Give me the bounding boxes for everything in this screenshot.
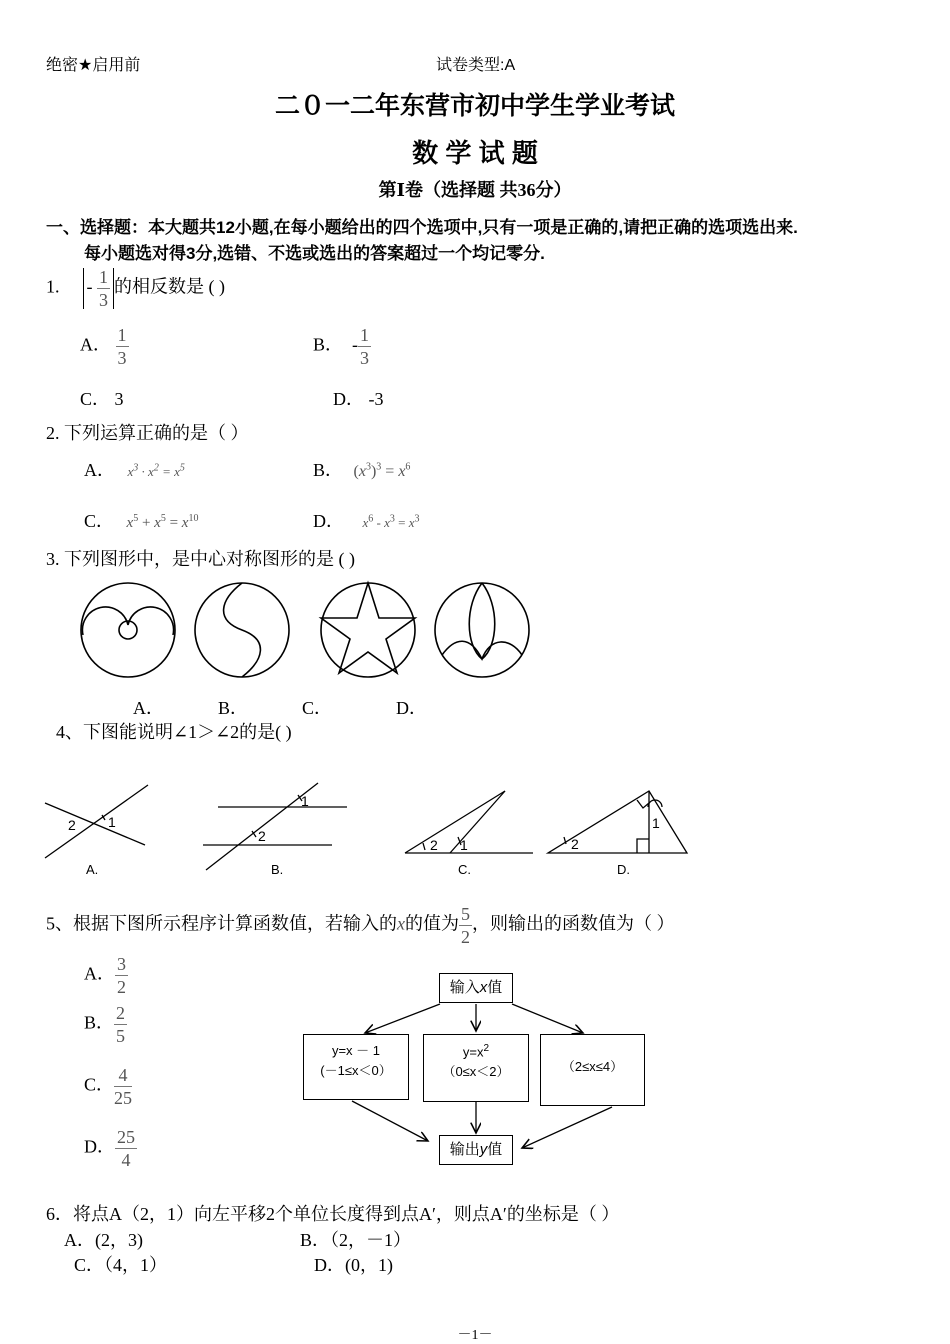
- q3-figure-c: [321, 583, 415, 677]
- question-1: [46, 268, 225, 309]
- section-title: 第Ⅰ卷（选择题 共36分）: [378, 180, 572, 200]
- instructions-line2: 每小题选对得3分,选错、不选或选出的答案超过一个均记零分.: [84, 244, 545, 263]
- q2-option-c[interactable]: C． $x^5 + x^5 = x^{10}$: [84, 511, 199, 531]
- q3-label-c[interactable]: C．: [302, 698, 333, 718]
- svg-text:2: 2: [571, 836, 579, 852]
- q1-stem-suffix: 的相反数是 ( ): [114, 276, 225, 297]
- q5-option-a[interactable]: A． $\frac{3}{2}$: [84, 954, 126, 997]
- q1-option-a[interactable]: A． $\frac{1}{3}$: [80, 325, 127, 368]
- q4-label-d[interactable]: D.: [617, 862, 630, 877]
- q2-option-d[interactable]: D． $x^6 - x^3 = x^3$: [313, 511, 420, 531]
- q4-figures: [40, 775, 700, 885]
- question-3: 3. 下列图形中，是中心对称图形的是 ( ): [46, 549, 355, 569]
- header-left: 绝密★启用前: [46, 57, 141, 74]
- flow-box-2: $y=x^2$ （0≤x＜2）: [423, 1034, 529, 1102]
- svg-text:1: 1: [652, 815, 660, 831]
- q5-option-d[interactable]: D． $\frac{25}{4}$: [84, 1127, 135, 1170]
- svg-text:2: 2: [430, 837, 438, 853]
- q1-number: 1.: [46, 276, 60, 297]
- flow-box-1: y=x － 1 (－1≤x＜0）: [303, 1034, 409, 1100]
- question-5: 5、根据下图所示程序计算函数值，若输入的x的值为 $\frac{5}{2}$ ，则输出的函数值为（ ）: [46, 904, 675, 947]
- svg-text:1: 1: [108, 814, 116, 830]
- q6-option-d[interactable]: D．(0，1): [314, 1255, 393, 1275]
- flow-output-box: 输出y值: [439, 1135, 513, 1165]
- svg-text:1: 1: [301, 793, 309, 809]
- q3-label-b[interactable]: B．: [218, 698, 249, 718]
- q4-label-a[interactable]: A.: [86, 862, 99, 877]
- q3-label-a[interactable]: A．: [133, 698, 164, 718]
- q6-option-c[interactable]: C．（4，1）: [74, 1255, 168, 1275]
- q3-figure-d: [435, 583, 529, 677]
- question-2: 2. 下列运算正确的是（ ）: [46, 423, 249, 443]
- q4-label-c[interactable]: C.: [458, 862, 471, 877]
- instructions-line1: 一、选择题：本大题共12小题,在每小题给出的四个选项中,只有一项是正确的,请把正确的选项选出来.: [46, 218, 798, 237]
- svg-text:2: 2: [258, 828, 266, 844]
- q3-figure-b: [195, 583, 289, 677]
- q4-label-b[interactable]: B.: [271, 862, 284, 877]
- question-6: 6．将点A（2，1）向左平移2个单位长度得到点A′，则点A′的坐标是（ ）: [46, 1204, 620, 1224]
- q3-figure-a: [81, 583, 175, 677]
- svg-text:2: 2: [68, 817, 76, 833]
- flow-input-box: 输入x值: [439, 973, 513, 1003]
- q1-option-c[interactable]: C． 3: [80, 389, 124, 409]
- q6-option-b[interactable]: B．（2，－1）: [300, 1230, 412, 1250]
- q6-option-a[interactable]: A．(2，3): [64, 1230, 143, 1250]
- page-number: －1－: [457, 1328, 493, 1343]
- q1-absolute-value: - $\frac{1}{3}$: [83, 268, 115, 309]
- page-title: 二０一二年东营市初中学生学业考试: [274, 92, 675, 120]
- flow-box-3: （2≤x≤4）: [540, 1034, 645, 1106]
- question-4: 4、下图能说明∠1＞∠2的是( ): [56, 722, 292, 742]
- q2-option-b[interactable]: B． $(x^3)^3 = x^6$: [313, 460, 411, 480]
- header-center: 试卷类型:A: [436, 57, 516, 74]
- svg-text:1: 1: [460, 837, 468, 853]
- q5-option-b[interactable]: B． $\frac{2}{5}$: [84, 1003, 126, 1046]
- q3-figures: [70, 575, 550, 685]
- q1-option-b[interactable]: B． - $\frac{1}{3}$: [313, 325, 370, 368]
- q1-option-d[interactable]: D． -3: [333, 389, 384, 409]
- page-subtitle: 数 学 试 题: [412, 138, 538, 168]
- q2-option-a[interactable]: A． $x^3 \cdot x^2 = x^5$: [84, 460, 185, 480]
- q5-option-c[interactable]: C． $\frac{4}{25}$: [84, 1065, 133, 1108]
- q3-label-d[interactable]: D．: [396, 698, 427, 718]
